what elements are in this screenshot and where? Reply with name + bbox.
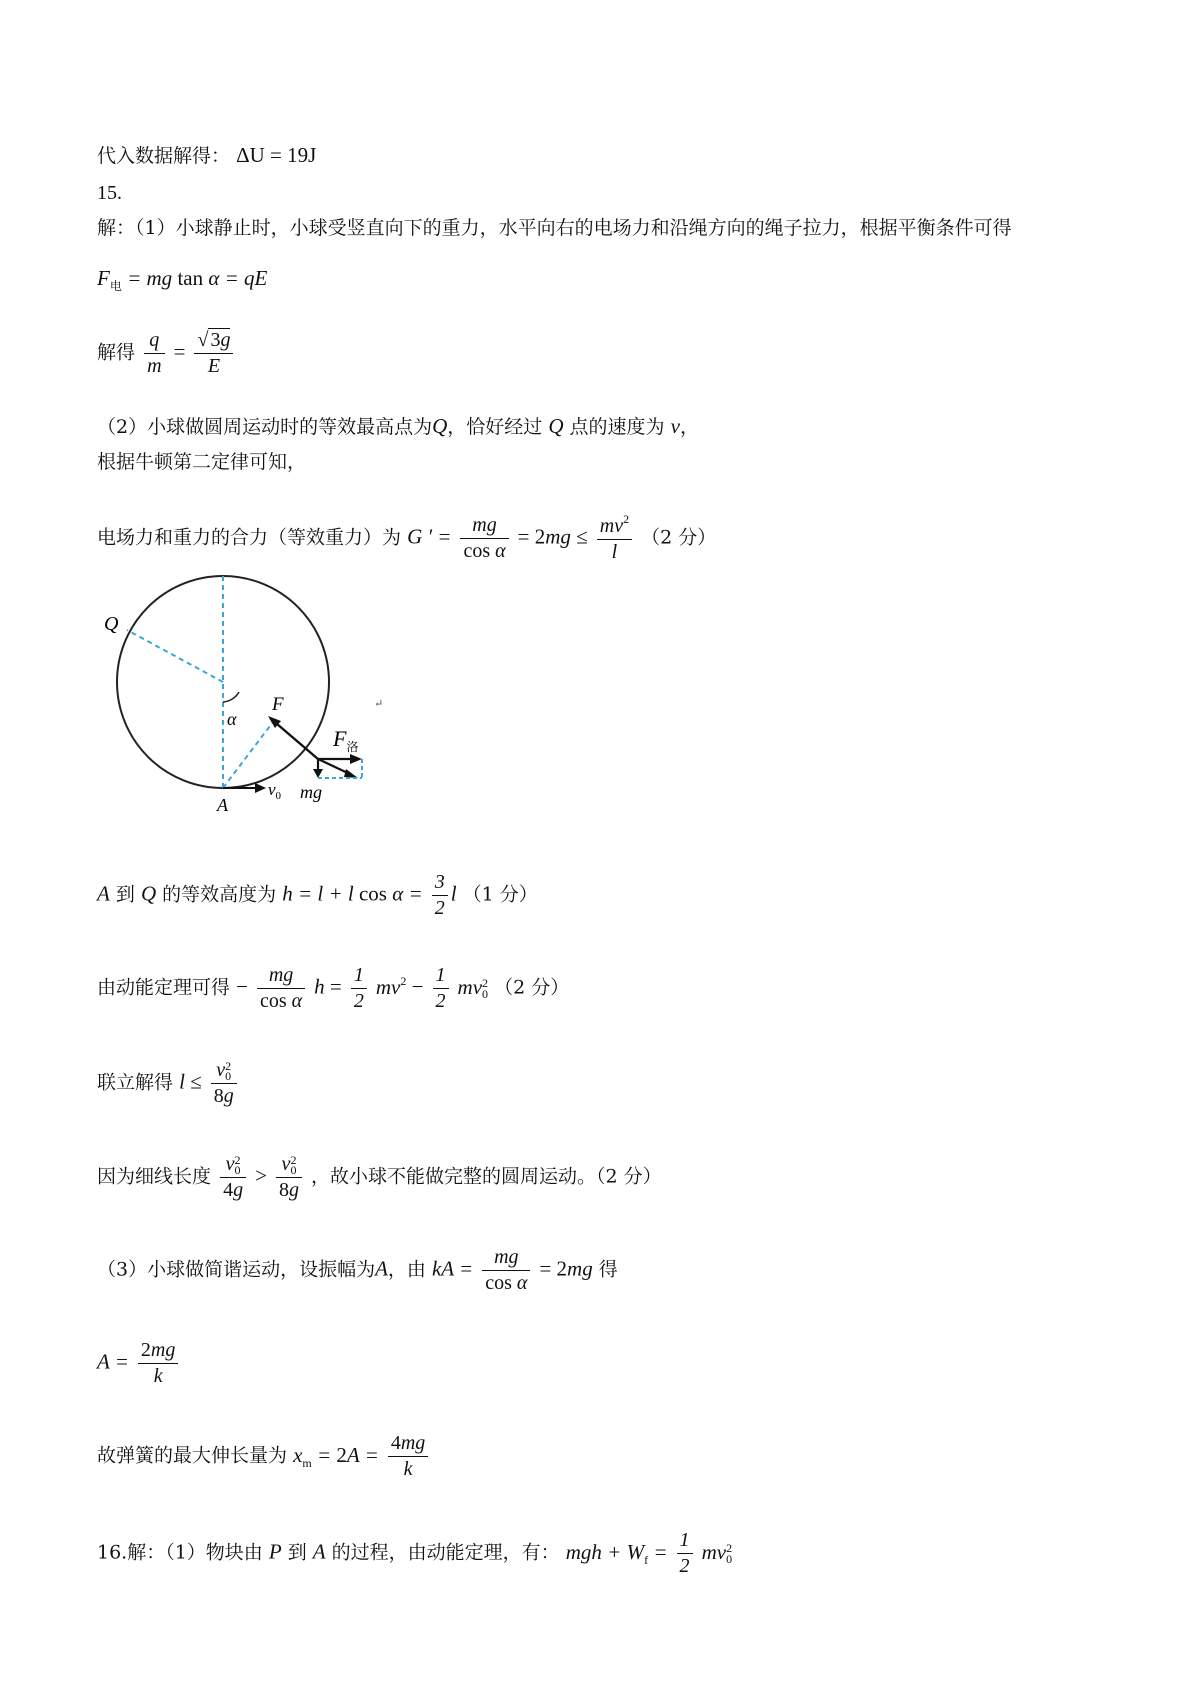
equation-electric-force: $F_电$ = mg tan α = qE	[97, 266, 268, 293]
velocity-v0-arrowhead	[255, 783, 266, 793]
solution-part2-text: （2）小球做圆周运动时的等效最高点为Q，恰好经过 Q 点的速度为 v，	[97, 414, 699, 438]
mg-arrowhead	[313, 769, 323, 778]
circular-motion-diagram	[100, 575, 400, 815]
equation-charge-mass-ratio: 解得 $\frac{q}{m}$ = $\frac{√ 3g}{E}$	[97, 328, 236, 379]
q-dashed-line	[127, 630, 223, 682]
return-mark: ↵	[374, 697, 384, 710]
equation-amplitude: A = $\frac{2mg}{k}$	[97, 1338, 181, 1389]
solution-part3-text: （3）小球做简谐运动，设振幅为A，由 kA = $\frac{mg}{\text{cos α}}$ = 2mg 得	[97, 1246, 618, 1294]
equation-equivalent-gravity: 电场力和重力的合力（等效重力）为 G ' = $\frac{mg}{\text{cos α}}$ = 2mg ≤ $\frac{mv^2}{l}$ （2 分）	[97, 512, 717, 563]
label-F: F	[272, 694, 284, 715]
jiede-label: 解得	[97, 341, 136, 364]
question-16-text: 16.解：（1）物块由 P 到 A 的过程，由动能定理，有： mgh + $W_f$ = $\frac{1}{2}$ mv 2 0	[97, 1529, 733, 1577]
lorentz-arrowhead	[350, 754, 362, 764]
equation-length-comparison: 因为细线长度 v 2 0 4g > v 2 0 8g ，故小球不能做完整的圆周运动。（2 分）	[97, 1152, 662, 1202]
equation-equivalent-height: A 到 Q 的等效高度为 h = l + l cos α = $\frac{3}{2}$ l （1 分）	[97, 871, 538, 919]
result-line	[97, 145, 316, 166]
label-lorentz: $F_洛$	[333, 726, 359, 754]
label-alpha: α	[227, 709, 237, 729]
result-math: ΔU = 19J	[236, 143, 317, 167]
label-v0: $v_0$	[268, 780, 282, 802]
equation-max-extension: 故弹簧的最大伸长量为 $x_m = 2A$ = $\frac{4mg}{k}$	[97, 1431, 431, 1482]
newton-law-text: 根据牛顿第二定律可知，	[97, 451, 307, 473]
solution-part1-text: 解：（1）小球静止时，小球受竖直向下的重力，水平向右的电场力和沿绳方向的绳子拉力，根据平衡条件可得	[97, 217, 1012, 239]
question-15-number: 15.	[97, 182, 122, 204]
equation-kinetic-energy-theorem: 由动能定理可得 − $\frac{mg}{\text{cos α}}$ h = $\frac{1}{2}$ $mv^2$ − $\frac{1}{2}$ mv 2 0 （2 分）	[97, 964, 570, 1012]
equation-length-bound: 联立解得 l ≤ v 2 0 8g	[97, 1058, 240, 1109]
label-A: A	[217, 795, 228, 815]
label-Q: Q	[104, 613, 119, 635]
label-mg: mg	[300, 782, 322, 802]
result-text: 代入数据解得：	[97, 145, 231, 167]
resultant-arrowhead	[344, 769, 358, 778]
angle-arc	[223, 692, 239, 702]
